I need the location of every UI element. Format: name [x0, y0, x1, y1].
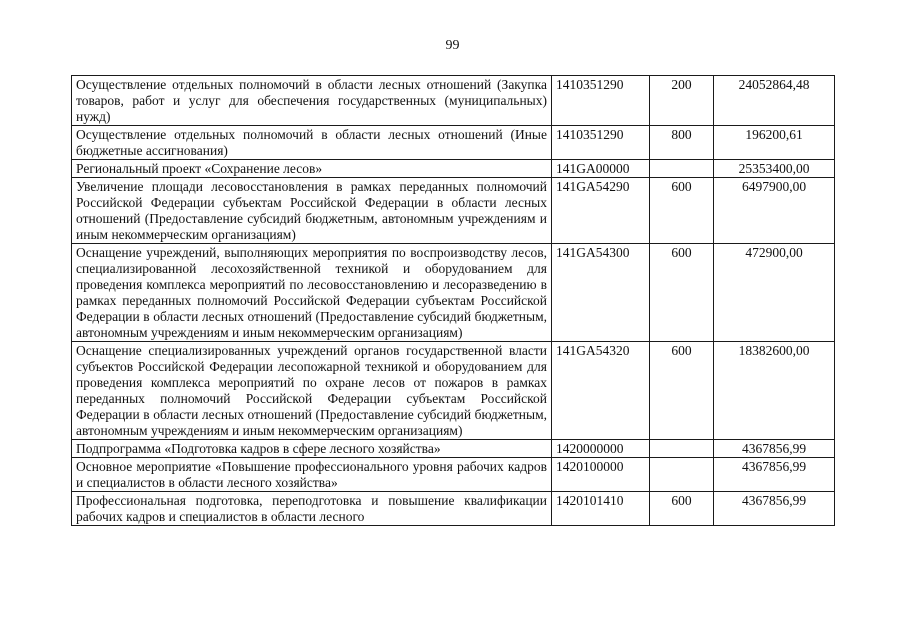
row-description: Оснащение специализированных учреждений органов государственной власти субъектов Российской Федерации лесопожарной техникой и оборудованием для проведения комплекса мероприятий по охране лесов от пожаров в рамках переданных полномочий Российской Федерации субъектам Российской Федерации в области лесных отношений (Предоставление субсидий бюджетным, автономным учреждениям и иным некоммерческим организациям): [72, 342, 552, 440]
table-row: [72, 440, 835, 458]
row-description: Региональный проект «Сохранение лесов»: [72, 160, 552, 178]
table-row: [72, 160, 835, 178]
row-amount: 18382600,00: [714, 342, 835, 440]
row-description: Осуществление отдельных полномочий в области лесных отношений (Иные бюджетные ассигнования): [72, 126, 552, 160]
row-expense-type: 800: [650, 126, 714, 160]
row-target-code: 141GA54300: [552, 244, 650, 342]
row-target-code: 141GA54320: [552, 342, 650, 440]
row-target-code: 1420100000: [552, 458, 650, 492]
row-amount: 4367856,99: [714, 440, 835, 458]
row-target-code: 1420101410: [552, 492, 650, 526]
row-description: Основное мероприятие «Повышение профессионального уровня рабочих кадров и специалистов в области лесного хозяйства»: [72, 458, 552, 492]
row-target-code: 1420000000: [552, 440, 650, 458]
row-expense-type: [650, 160, 714, 178]
row-amount: 4367856,99: [714, 492, 835, 526]
row-expense-type: 600: [650, 178, 714, 244]
row-amount: 4367856,99: [714, 458, 835, 492]
row-expense-type: [650, 458, 714, 492]
row-expense-type: 600: [650, 342, 714, 440]
row-description: Увеличение площади лесовосстановления в рамках переданных полномочий Российской Федерации субъектам Российской Федерации в области лесных отношений (Предоставление субсидий бюджетным, автономным учреждениям и иным некоммерческим организациям): [72, 178, 552, 244]
table-row: [72, 244, 835, 342]
row-amount: 24052864,48: [714, 76, 835, 126]
table-row: [72, 492, 835, 526]
row-amount: 6497900,00: [714, 178, 835, 244]
table-row: [72, 458, 835, 492]
row-expense-type: 200: [650, 76, 714, 126]
table-row: [72, 342, 835, 440]
row-target-code: 141GA54290: [552, 178, 650, 244]
row-target-code: 1410351290: [552, 126, 650, 160]
table-row: [72, 76, 835, 126]
row-description: Подпрограмма «Подготовка кадров в сфере лесного хозяйства»: [72, 440, 552, 458]
row-expense-type: [650, 440, 714, 458]
row-amount: 25353400,00: [714, 160, 835, 178]
table-row: [72, 178, 835, 244]
row-target-code: 141GA00000: [552, 160, 650, 178]
row-expense-type: 600: [650, 244, 714, 342]
row-expense-type: 600: [650, 492, 714, 526]
table-row: [72, 126, 835, 160]
row-description: Оснащение учреждений, выполняющих мероприятия по воспроизводству лесов, специализированной лесохозяйственной техникой и оборудованием для проведения комплекса мероприятий по лесовосстановлению и лесоразведению в рамках переданных полномочий Российской Федерации субъектам Российской Федерации в области лесных отношений (Предоставление субсидий бюджетным, автономным учреждениям и иным некоммерческим организациям): [72, 244, 552, 342]
row-amount: 472900,00: [714, 244, 835, 342]
row-amount: 196200,61: [714, 126, 835, 160]
page-number: 99: [445, 38, 460, 53]
row-description: Осуществление отдельных полномочий в области лесных отношений (Закупка товаров, работ и услуг для обеспечения государственных (муниципальных) нужд): [72, 76, 552, 126]
row-description: Профессиональная подготовка, переподготовка и повышение квалификации рабочих кадров и специалистов в области лесного: [72, 492, 552, 526]
row-target-code: 1410351290: [552, 76, 650, 126]
budget-table: [71, 75, 835, 526]
